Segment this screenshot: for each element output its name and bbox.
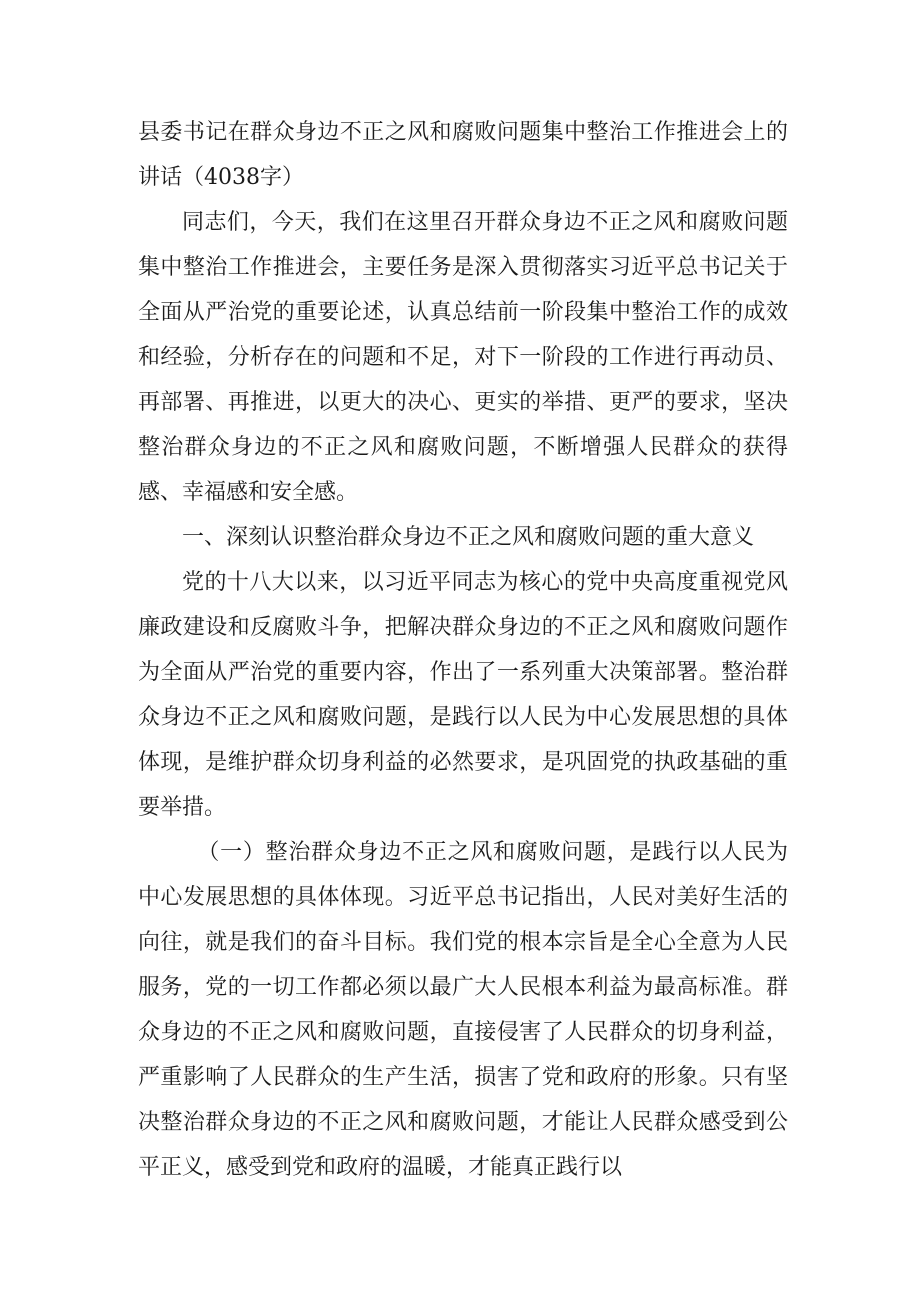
section-heading-1: 一、深刻认识整治群众身边不正之风和腐败问题的重大意义 — [182, 525, 755, 550]
document-title: 县委书记在群众身边不正之风和腐败问题集中整治工作推进会上的讲话（4038字） — [138, 120, 788, 190]
subsection-1-paragraph: （一）整治群众身边不正之风和腐败问题，是践行以人民为中心发展思想的具体体现。习近平总书记指出，人民对美好生活的向往，就是我们的奋斗目标。我们党的根本宗旨是全心全意为人民服务，党的一切工作都必须以最广大人民根本利益为最高标准。群众身边的不正之风和腐败问题，直接侵害了人民群众的切身利益，严重影响了人民群众的生产生活，损害了党和政府的形象。只有坚决整治群众身边的不正之风和腐败问题，才能让人民群众感受到公平正义，感受到党和政府的温暖，才能真正践行以 — [138, 840, 788, 1180]
opening-paragraph: 同志们，今天，我们在这里召开群众身边不正之风和腐败问题集中整治工作推进会，主要任务是深入贯彻落实习近平总书记关于全面从严治党的重要论述，认真总结前一阶段集中整治工作的成效和经验，分析存在的问题和不足，对下一阶段的工作进行再动员、再部署、再推进，以更大的决心、更实的举措、更严的要求，坚决整治群众身边的不正之风和腐败问题，不断增强人民群众的获得感、幸福感和安全感。 — [138, 210, 788, 505]
section-1-paragraph: 党的十八大以来，以习近平同志为核心的党中央高度重视党风廉政建设和反腐败斗争，把解决群众身边的不正之风和腐败问题作为全面从严治党的重要内容，作出了一系列重大决策部署。整治群众身边不正之风和腐败问题，是践行以人民为中心发展思想的具体体现，是维护群众切身利益的必然要求，是巩固党的执政基础的重要举措。 — [138, 570, 788, 820]
